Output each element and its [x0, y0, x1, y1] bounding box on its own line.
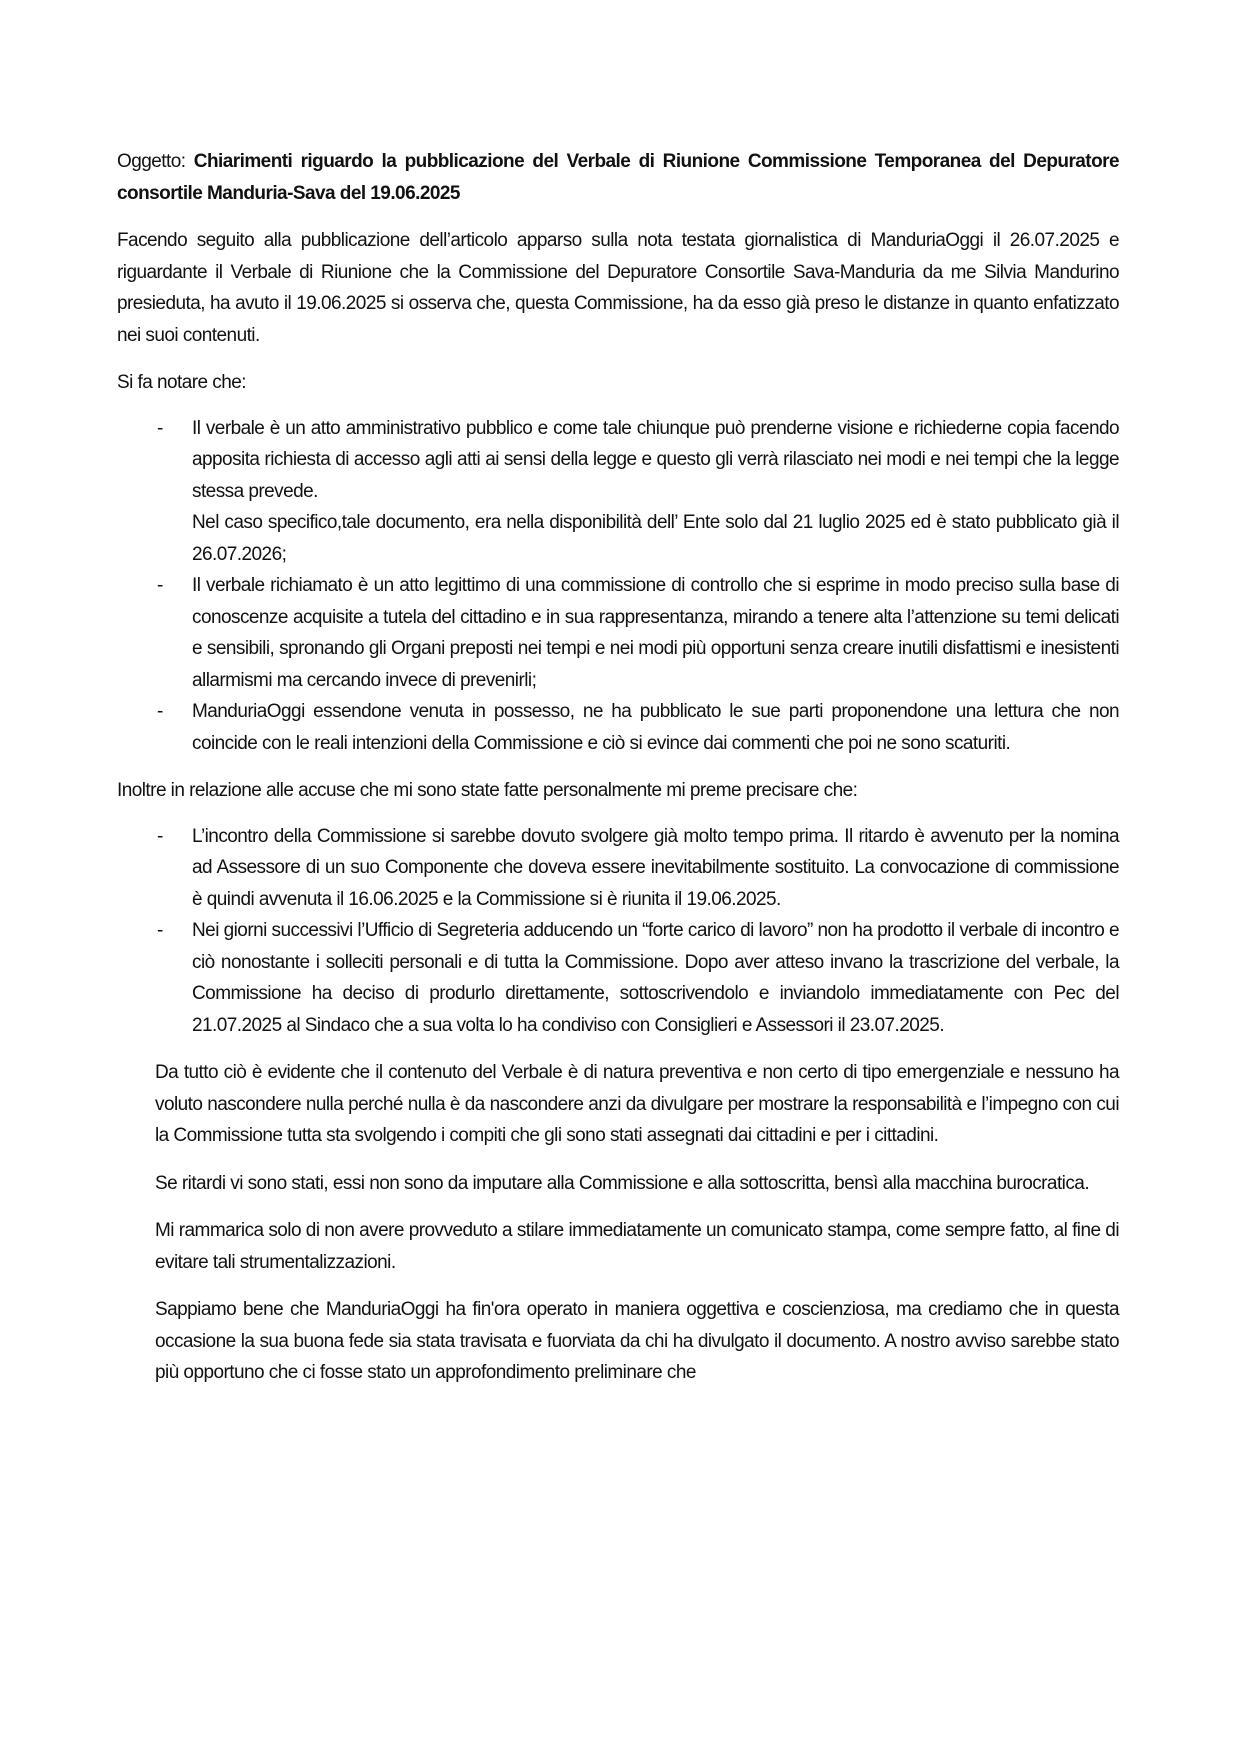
- subject-label: Oggetto:: [117, 151, 194, 172]
- list-item-subtext: Nel caso specifico,tale documento, era nella disponibilità dell’ Ente solo dal 21 luglio 2025 ed è stato pubblicato già il 26.07.2026;: [192, 512, 1119, 565]
- dash-bullet: -: [157, 825, 163, 847]
- list-item: [117, 915, 1119, 1041]
- dash-bullet: -: [157, 920, 163, 941]
- dash-bullet: -: [157, 417, 163, 439]
- list-item-text: Il verbale richiamato è un atto legittimo di una commissione di controllo che si esprime in modo preciso sulla base di conoscenze acquisite a tutela del cittadino e in sua rappresentanza, mirando a tenere alta l’attenzione su temi delicati e sensibili, spronando gli Organi preposti nei tempi e nei modi più opportuni senza creare inutili disfattismi e inesistenti allarmismi ma cercando invece di prevenirli;: [192, 575, 1119, 691]
- intro-paragraph: Facendo seguito alla pubblicazione dell’articolo apparso sulla nota testata giornalistica di ManduriaOggi il 26.07.2025 e riguardante il Verbale di Riunione che la Commissione del Depuratore Consortile Sava-Manduria da me Silvia Mandurino presieduta, ha avuto il 19.06.2025 si osserva che, questa Commissione, ha da esso già preso le distanze in quanto enfatizzato nei suoi contenuti.: [117, 230, 1119, 346]
- dash-bullet: -: [157, 701, 163, 722]
- list-item: [117, 696, 1119, 759]
- closing-paragraph: Mi rammarica solo di non avere provveduto a stilare immediatamente un comunicato stampa, come sempre fatto, al fine di evitare tali strumentalizzazioni.: [155, 1220, 1119, 1273]
- subject-title: Chiarimenti riguardo la pubblicazione del Verbale di Riunione Commissione Temporanea del Depuratore consortile Manduria-Sava del 19.06.2025: [117, 151, 1119, 204]
- notes-list: [117, 413, 1119, 760]
- list-item-text: Il verbale è un atto amministrativo pubblico e come tale chiunque può prenderne visione e richiederne copia facendo apposita richiesta di accesso agli atti ai sensi della legge e questo gli verrà rilasciato nei modi e nei tempi che la legge stessa prevede.: [192, 417, 1119, 502]
- closing-paragraph: Sappiamo bene che ManduriaOggi ha fin'ora operato in maniera oggettiva e coscienziosa, ma crediamo che in questa occasione la sua buona fede sia stata travisata e fuorviata da chi ha divulgato il documento. A nostro avviso sarebbe stato più opportuno che ci fosse stato un approfondimento preliminare che: [155, 1299, 1119, 1383]
- closing-section: [155, 1057, 1119, 1389]
- closing-paragraph: Se ritardi vi sono stati, essi non sono da imputare alla Commissione e alla sottoscritta, bensì alla macchina burocratica.: [155, 1172, 1090, 1194]
- dash-bullet: -: [157, 575, 163, 596]
- list-item-text: L’incontro della Commissione si sarebbe dovuto svolgere già molto tempo prima. Il ritardo è avvenuto per la nomina ad Assessore di un suo Componente che doveva essere inevitabilmente sostituito. La convocazione di commissione è quindi avvenuta il 16.06.2025 e la Commissione si è riunita il 19.06.2025.: [192, 825, 1119, 910]
- list-item-text: ManduriaOggi essendone venuta in possesso, ne ha pubblicato le sue parti proponendone una lettura che non coincide con le reali intenzioni della Commissione e ciò si evince dai commenti che poi ne sono scaturiti.: [192, 701, 1119, 754]
- document-page: [117, 146, 1119, 1405]
- list-item: [117, 821, 1119, 916]
- notes-heading: Si fa notare che:: [117, 372, 247, 393]
- list-item: [117, 413, 1119, 571]
- closing-paragraph: Da tutto ciò è evidente che il contenuto del Verbale è di natura preventiva e non certo di tipo emergenziale e nessuno ha voluto nascondere nulla perché nulla è da nascondere anzi da divulgare per mostrare la responsabilità e l’impegno con cui la Commissione tutta sta svolgendo i compiti che gli sono stati assegnati dai cittadini e per i cittadini.: [155, 1062, 1119, 1146]
- subject-line: [117, 146, 1119, 209]
- accuse-list: [117, 821, 1119, 1042]
- list-item: [117, 570, 1119, 696]
- list-item-text: Nei giorni successivi l’Ufficio di Segreteria adducendo un “forte carico di lavoro” non ha prodotto il verbale di incontro e ciò nonostante i solleciti personali e di tutta la Commissione. Dopo aver atteso invano la trascrizione del verbale, la Commissione ha deciso di produrlo direttamente, sottoscrivendolo e inviandolo immediatamente con Pec del 21.07.2025 al Sindaco che a sua volta lo ha condiviso con Consiglieri e Assessori il 23.07.2025.: [192, 920, 1119, 1036]
- accuse-heading: Inoltre in relazione alle accuse che mi sono state fatte personalmente mi preme precisare che:: [117, 780, 858, 801]
